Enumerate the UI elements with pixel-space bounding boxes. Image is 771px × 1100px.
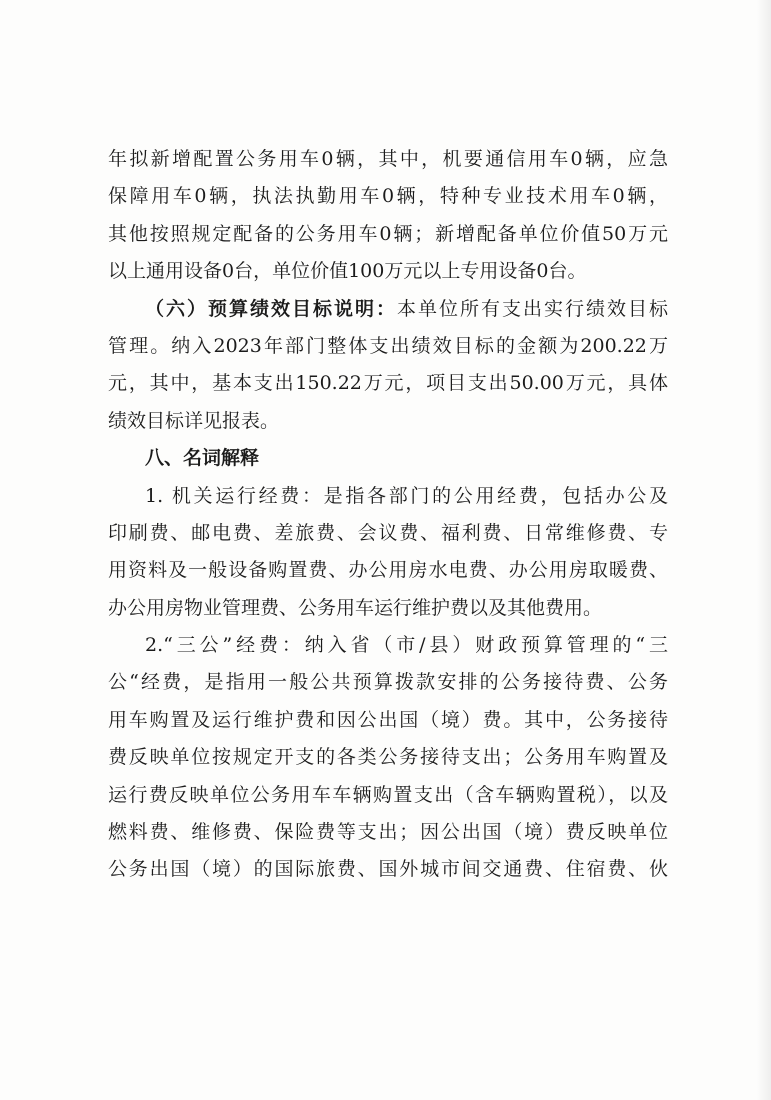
paragraph-line: 印刷费、邮电费、差旅费、会议费、福利费、日常维修费、专	[108, 521, 668, 544]
page-edge-shadow	[757, 0, 771, 1100]
performance-goal-title: （六）预算绩效目标说明：	[145, 297, 397, 320]
section-heading-glossary: 八、名词解释	[145, 447, 260, 470]
performance-goal-section	[108, 291, 668, 441]
document-body	[108, 141, 668, 889]
paragraph-line: 运行费反映单位公务用车车辆购置支出（含车辆购置税），以及	[108, 783, 668, 806]
paragraph-line: 绩效目标详见报表。	[108, 409, 280, 432]
paragraph-line: 其他按照规定配备的公务用车0辆；新增配备单位价值50万元	[108, 222, 668, 245]
paragraph-line: 2.“三公”经费：纳入省（市/县）财政预算管理的“三	[145, 634, 668, 657]
paragraph-line: 以上通用设备0台，单位价值100万元以上专用设备0台。	[108, 260, 587, 283]
vehicle-config-paragraph	[108, 141, 668, 291]
paragraph-line: 保障用车0辆，执法执勤用车0辆，特种专业技术用车0辆，	[108, 185, 668, 208]
glossary-term-three-public-expenses	[108, 627, 668, 889]
paragraph-line: 公“经费，是指用一般公共预算拨款安排的公务接待费、公务	[108, 671, 668, 694]
paragraph-line: 用资料及一般设备购置费、办公用房水电费、办公用房取暖费、	[108, 559, 668, 582]
paragraph-line: 管理。纳入2023年部门整体支出绩效目标的金额为200.22万	[108, 334, 668, 357]
performance-goal-text: 本单位所有支出实行绩效目标	[397, 297, 668, 320]
performance-goal-first-line	[108, 291, 668, 328]
paragraph-line: 燃料费、维修费、保险费等支出；因公出国（境）费反映单位	[108, 821, 668, 844]
paragraph-line: 元，其中，基本支出150.22万元，项目支出50.00万元，具体	[108, 372, 668, 395]
paragraph-line: 年拟新增配置公务用车0辆，其中，机要通信用车0辆，应急	[108, 148, 668, 170]
paragraph-line: 公务出国（境）的国际旅费、国外城市间交通费、住宿费、伙	[108, 858, 668, 881]
paragraph-line: 1. 机关运行经费：是指各部门的公用经费，包括办公及	[145, 484, 668, 507]
paragraph-line: 用车购置及运行维护费和因公出国（境）费。其中，公务接待	[108, 708, 668, 731]
paragraph-line: 费反映单位按规定开支的各类公务接待支出；公务用车购置及	[108, 746, 668, 769]
glossary-term-operating-expenses	[108, 478, 668, 628]
paragraph-line: 办公用房物业管理费、公务用车运行维护费以及其他费用。	[108, 596, 603, 619]
